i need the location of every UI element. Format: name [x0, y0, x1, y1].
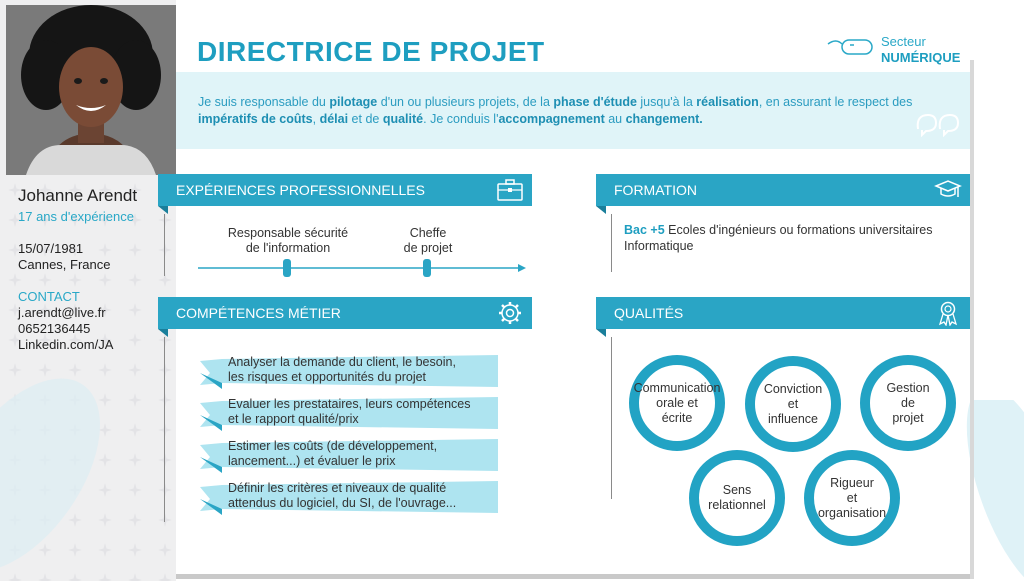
qualities-heading: QUALITÉS: [614, 305, 684, 321]
competences-divider: [164, 337, 165, 522]
gear-icon: [496, 300, 524, 326]
formation-fold: [596, 206, 606, 214]
competence-item-3: Estimer les coûts (de développement, lancement...) et évaluer le prix: [200, 437, 500, 473]
quote-icon: [914, 109, 964, 137]
phone-number: 0652136445: [18, 321, 91, 336]
competences-fold: [158, 329, 168, 337]
experience-years: 17 ans d'expérience: [18, 209, 134, 224]
linkedin-link[interactable]: Linkedin.com/JA: [18, 337, 114, 352]
city: Cannes, France: [18, 257, 111, 272]
page-shadow-right: [970, 60, 974, 579]
quality-relationnel: Sens relationnel: [689, 450, 785, 546]
competence-item-4: Définir les critères et niveaux de qualité attendus du logiciel, du SI, de l'ouvrage...: [200, 479, 500, 515]
experiences-fold: [158, 206, 168, 214]
email-link[interactable]: j.arendt@live.fr: [18, 305, 106, 320]
formation-heading: FORMATION: [614, 182, 697, 198]
qualities-header: [596, 297, 970, 329]
experience-item-1: Responsable sécurité de l'information: [227, 226, 349, 255]
intro-box: [176, 72, 970, 149]
formation-divider: [611, 214, 612, 272]
page-shadow-bottom: [176, 574, 970, 579]
quality-gestion: Gestion de projet: [860, 355, 956, 451]
quality-communication: Communication orale et écrite: [629, 355, 725, 451]
intro-text: Je suis responsable du pilotage d'un ou plusieurs projets, de la phase d'étude jusqu'à la réalisation, en assurant le respect des impératifs de coûts, délai et de qualité. Je conduis l'accompagnement au changement.: [198, 95, 913, 126]
competence-item-1: Analyser la demande du client, le besoin, les risques et opportunités du projet: [200, 353, 500, 389]
experiences-heading: EXPÉRIENCES PROFESSIONNELLES: [176, 182, 425, 198]
quality-conviction: Conviction et influence: [745, 356, 841, 452]
competences-heading: COMPÉTENCES MÉTIER: [176, 305, 341, 321]
graduation-cap-icon: [934, 177, 962, 203]
experiences-divider: [164, 214, 165, 276]
quality-rigueur: Rigueur et organisation: [804, 450, 900, 546]
qualities-divider: [611, 337, 612, 499]
birthdate: 15/07/1981: [18, 241, 84, 256]
sector-value: NUMÉRIQUE: [881, 50, 961, 65]
competences-header: [158, 297, 532, 329]
qualities-fold: [596, 329, 606, 337]
competence-item-2: Evaluer les prestataires, leurs compétences et le rapport qualité/prix: [200, 395, 500, 431]
mouse-icon: [826, 34, 876, 60]
formation-header: [596, 174, 970, 206]
page-title: DIRECTRICE DE PROJET: [197, 36, 545, 67]
briefcase-icon: [496, 177, 524, 203]
experience-item-2: Cheffe de projet: [403, 226, 453, 255]
formation-text: Bac +5 Ecoles d'ingénieurs ou formations universitaires Informatique: [624, 223, 933, 253]
profile-name: Johanne Arendt: [18, 186, 138, 205]
award-ribbon-icon: [934, 300, 962, 326]
sector-label: Secteur: [881, 34, 926, 49]
experiences-header: [158, 174, 532, 206]
profile-photo: [6, 5, 176, 175]
star-pattern-background: [0, 175, 176, 581]
experience-timeline: [196, 258, 528, 278]
contact-heading: CONTACT: [18, 289, 80, 304]
